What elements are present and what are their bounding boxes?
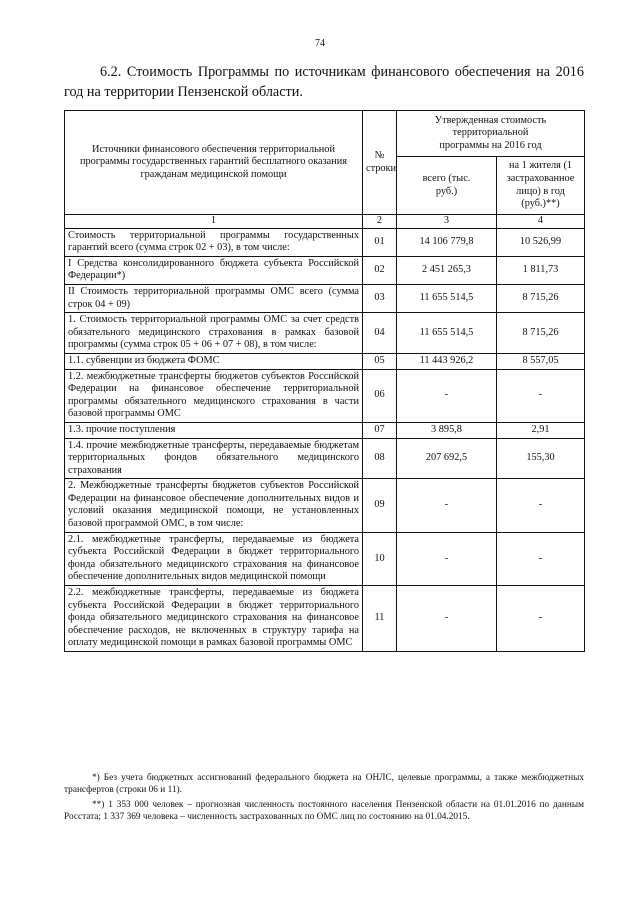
header-per-capita: на 1 жителя (1 застрахованное лицо) в год (руб.)**) xyxy=(497,157,585,215)
row-source: 1.1. субвенции из бюджета ФОМС xyxy=(65,353,363,369)
row-total: - xyxy=(397,586,497,652)
row-line-number: 03 xyxy=(363,284,397,312)
table-row xyxy=(65,479,585,532)
row-source: 2. Межбюджетные трансферты бюджетов субъектов Российской Федерации на финансовое обеспечение дополнительных видов и условий оказания медицинской помощи, не установленных базовой программой ОМС, в том числе: xyxy=(65,479,363,532)
row-line-number: 04 xyxy=(363,313,397,354)
row-per-capita: - xyxy=(497,532,585,585)
row-line-number: 01 xyxy=(363,228,397,256)
row-per-capita: 155,30 xyxy=(497,438,585,479)
table-row xyxy=(65,284,585,312)
row-total: 11 655 514,5 xyxy=(397,284,497,312)
row-total: 3 895,8 xyxy=(397,422,497,438)
row-total: - xyxy=(397,479,497,532)
row-source: 1.3. прочие поступления xyxy=(65,422,363,438)
row-per-capita: - xyxy=(497,369,585,422)
row-source: 1. Стоимость территориальной программы ОМС за счет средств обязательного медицинского страхования в рамках базовой программы (сумма строк 05 + 06 + 07 + 08), в том числе: xyxy=(65,313,363,354)
row-total: - xyxy=(397,369,497,422)
row-total: 11 655 514,5 xyxy=(397,313,497,354)
row-source: 1.4. прочие межбюджетные трансферты, передаваемые бюджетам территориальных фондов обязательного медицинского страхования xyxy=(65,438,363,479)
row-line-number: 05 xyxy=(363,353,397,369)
row-per-capita: - xyxy=(497,586,585,652)
row-line-number: 07 xyxy=(363,422,397,438)
row-source: II Стоимость территориальной программы ОМС всего (сумма строк 04 + 09) xyxy=(65,284,363,312)
row-per-capita: 8 715,26 xyxy=(497,284,585,312)
col-number: 4 xyxy=(497,215,585,229)
row-source: Стоимость территориальной программы государственных гарантий всего (сумма строк 02 + 03), в том числе: xyxy=(65,228,363,256)
row-per-capita: 10 526,99 xyxy=(497,228,585,256)
row-total: 2 451 265,3 xyxy=(397,256,497,284)
table-row xyxy=(65,532,585,585)
table-row xyxy=(65,228,585,256)
row-line-number: 09 xyxy=(363,479,397,532)
row-line-number: 02 xyxy=(363,256,397,284)
row-per-capita: 1 811,73 xyxy=(497,256,585,284)
row-source: 2.1. межбюджетные трансферты, передаваемые из бюджета субъекта Российской Федерации в бюджет территориального фонда обязательного медицинского страхования на финансовое обеспечение дополнительных видов медицинской помощи xyxy=(65,532,363,585)
footnote-1: *) Без учета бюджетных ассигнований федерального бюджета на ОНЛС, целевые программы, а также межбюджетных трансфертов (строки 06 и 11). xyxy=(64,773,584,795)
section-heading: 6.2. Стоимость Программы по источникам финансового обеспечения на 2016 год на территории Пензенской области. xyxy=(64,64,584,100)
col-number: 3 xyxy=(397,215,497,229)
table-row xyxy=(65,438,585,479)
row-total: 11 443 926,2 xyxy=(397,353,497,369)
row-total: 207 692,5 xyxy=(397,438,497,479)
row-line-number: 06 xyxy=(363,369,397,422)
table-row xyxy=(65,586,585,652)
table-row xyxy=(65,422,585,438)
row-line-number: 11 xyxy=(363,586,397,652)
row-per-capita: 8 557,05 xyxy=(497,353,585,369)
footnote-2: **) 1 353 000 человек – прогнозная численность постоянного населения Пензенской области на 01.01.2016 по данным Росстата; 1 337 369 человека – численность застрахованных по ОМС лиц по состоянию на 01.04.2015. xyxy=(64,800,584,822)
col-number: 1 xyxy=(65,215,363,229)
table-row xyxy=(65,369,585,422)
header-total: всего (тыс. руб.) xyxy=(397,157,497,215)
row-total: 14 106 779,8 xyxy=(397,228,497,256)
header-source: Источники финансового обеспечения территориальной программы государственных гарантий бесплатного оказания гражданам медицинской помощи xyxy=(65,111,363,215)
row-source: I Средства консолидированного бюджета субъекта Российской Федерации*) xyxy=(65,256,363,284)
table-row xyxy=(65,353,585,369)
header-approved-cost: Утвержденная стоимость территориальной программы на 2016 год xyxy=(397,111,585,157)
row-line-number: 10 xyxy=(363,532,397,585)
col-number: 2 xyxy=(363,215,397,229)
row-per-capita: - xyxy=(497,479,585,532)
row-source: 1.2. межбюджетные трансферты бюджетов субъектов Российской Федерации на финансовое обеспечение территориальной программы обязательного медицинского страхования в части базовой программы ОМС xyxy=(65,369,363,422)
row-source: 2.2. межбюджетные трансферты, передаваемые из бюджета субъекта Российской Федерации в бюджет территориального фонда обязательного медицинского страхования на финансовое обеспечение расходов, не включенных в структуру тарифа на оплату медицинской помощи в рамках базовой программы ОМС xyxy=(65,586,363,652)
row-per-capita: 8 715,26 xyxy=(497,313,585,354)
page-number: 74 xyxy=(315,38,325,49)
header-line-number: № строки xyxy=(363,111,397,215)
row-line-number: 08 xyxy=(363,438,397,479)
table-row xyxy=(65,256,585,284)
cost-table xyxy=(64,110,585,652)
table-row xyxy=(65,313,585,354)
row-total: - xyxy=(397,532,497,585)
row-per-capita: 2,91 xyxy=(497,422,585,438)
